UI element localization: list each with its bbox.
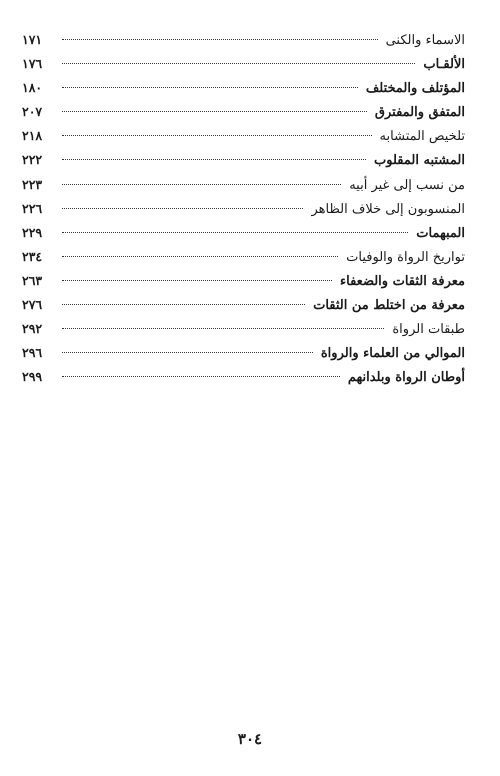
toc-entry-title: طبقات الرواة	[392, 322, 465, 338]
toc-entry-page: ٢٠٧	[22, 104, 43, 120]
toc-entry	[20, 78, 465, 102]
toc-entry-page: ١٨٠	[22, 80, 43, 96]
toc-entry-title: المشتبه المقلوب	[374, 153, 465, 169]
toc-entry	[20, 367, 465, 391]
toc-entry-page: ١٧١	[22, 32, 43, 47]
toc-entry	[20, 102, 465, 126]
toc-entry	[20, 175, 465, 199]
toc-entry	[20, 319, 465, 343]
dot-leader	[62, 328, 384, 329]
toc-entry	[20, 271, 465, 295]
toc-entry-title: المتفق والمفترق	[374, 105, 465, 121]
dot-leader	[62, 63, 415, 64]
toc-entry-title: معرفة من اختلط من الثقات	[313, 298, 465, 314]
toc-entry	[20, 54, 465, 78]
dot-leader	[62, 352, 313, 353]
dot-leader	[62, 256, 338, 257]
toc-entry-page: ٢٢٩	[22, 224, 43, 240]
toc-entry	[20, 199, 465, 223]
toc-entry-page: ٢٢٦	[22, 200, 43, 216]
table-of-contents	[20, 30, 465, 391]
toc-entry	[20, 126, 465, 150]
toc-entry-title: المبهمات	[416, 225, 465, 241]
dot-leader	[62, 111, 367, 112]
toc-entry-page: ٢٦٣	[22, 272, 43, 288]
toc-entry-title: المؤتلف والمختلف	[365, 81, 465, 97]
dot-leader	[62, 87, 358, 88]
toc-entry-title: أوطان الرواة وبلدانهم	[347, 370, 465, 386]
dot-leader	[62, 184, 341, 185]
toc-entry-title: الألقـاب	[423, 57, 465, 73]
toc-entry	[20, 343, 465, 367]
dot-leader	[62, 304, 305, 305]
dot-leader	[62, 39, 378, 40]
toc-entry-title: الموالي من العلماء والرواة	[320, 346, 465, 362]
dot-leader	[62, 208, 303, 209]
toc-entry-title: تواريخ الرواة والوفيات	[346, 249, 465, 265]
toc-entry-title: المنسوبون إلى خلاف الظاهر	[311, 201, 465, 217]
dot-leader	[62, 135, 372, 136]
toc-entry	[20, 30, 465, 54]
dot-leader	[62, 232, 408, 233]
toc-entry-page: ٢٩٢	[22, 321, 43, 337]
page-number: ٣٠٤	[237, 730, 263, 748]
toc-entry-page: ٢٢٢	[22, 152, 43, 168]
dot-leader	[62, 280, 332, 281]
dot-leader	[62, 376, 340, 377]
toc-entry	[20, 247, 465, 271]
toc-entry	[20, 150, 465, 174]
toc-entry-title: من نسب إلى غير أبيه	[349, 177, 465, 193]
toc-entry-page: ١٧٦	[22, 56, 43, 72]
toc-entry-page: ٢٣٤	[22, 248, 43, 264]
toc-entry-title: الاسماء والكنى	[385, 33, 465, 48]
toc-entry-title: معرفة الثقات والضعفاء	[340, 273, 465, 289]
toc-entry-page: ٢٩٩	[22, 369, 43, 385]
toc-entry-title: تلخيص المتشابه	[379, 129, 465, 145]
toc-entry-page: ٢١٨	[22, 128, 43, 144]
toc-entry-page: ٢٧٦	[22, 297, 43, 313]
dot-leader	[62, 159, 366, 160]
toc-entry-page: ٢٢٣	[22, 176, 43, 192]
toc-entry	[20, 295, 465, 319]
toc-entry-page: ٢٩٦	[22, 345, 43, 361]
toc-entry	[20, 223, 465, 247]
